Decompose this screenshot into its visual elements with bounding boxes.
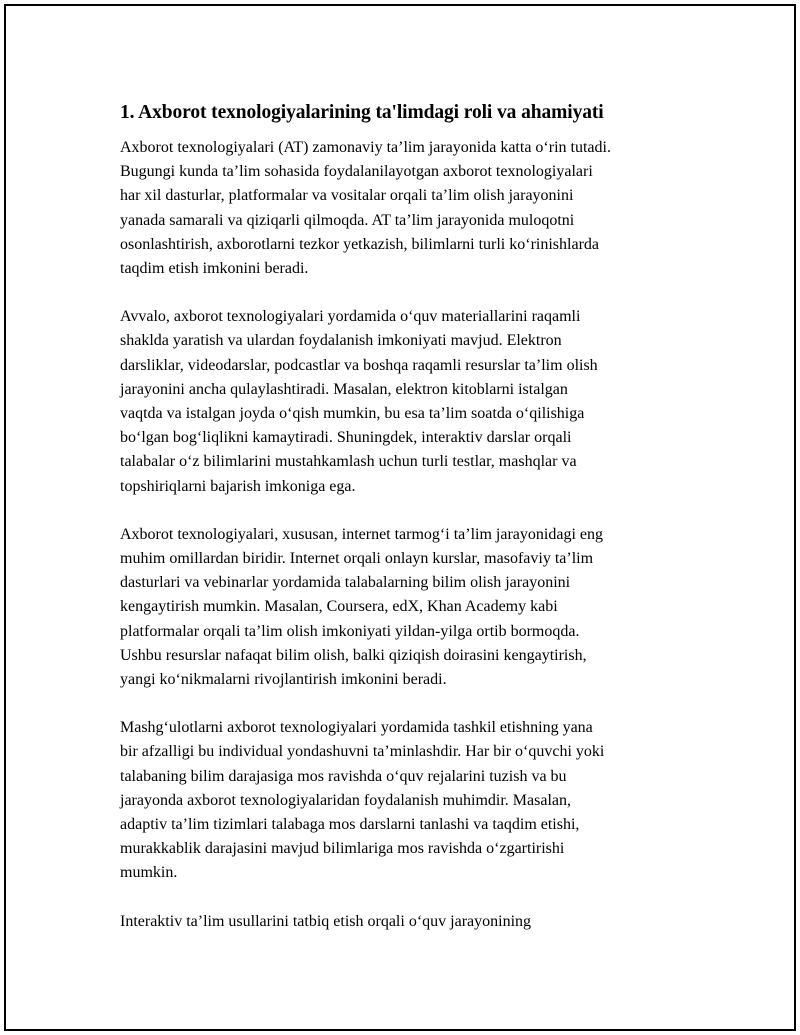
text-line: yanada samarali va qiziqarli qilmoqda. AT ta’lim jarayonida muloqotni bbox=[120, 211, 575, 229]
section-heading: 1. Axborot texnologiyalarining ta'limdagi roli va ahamiyati bbox=[120, 102, 604, 123]
text-line: Interaktiv ta’lim usullarini tatbiq etish orqali o‘quv jarayonining bbox=[120, 912, 532, 930]
text-line: Mashg‘ulotlarni axborot texnologiyalari yordamida tashkil etishning yana bbox=[120, 719, 593, 737]
paragraph-3 bbox=[120, 523, 700, 692]
text-line: Axborot texnologiyalari, xususan, internet tarmog‘i ta’lim jarayonidagi eng bbox=[120, 525, 603, 543]
text-line: Axborot texnologiyalari (AT) zamonaviy ta’lim jarayonida katta o‘rin tutadi. bbox=[120, 139, 611, 156]
text-line: bir afzalligi bu individual yondashuvni ta’minlashdir. Har bir o‘quvchi yoki bbox=[120, 743, 605, 761]
text-line: vaqtda va istalgan joyda o‘qish mumkin, bu esa ta’lim soatda o‘qilishiga bbox=[120, 405, 585, 423]
text-line: jarayonini ancha qulaylashtiradi. Masalan, elektron kitoblarni istalgan bbox=[120, 380, 568, 398]
page-frame bbox=[4, 4, 796, 1031]
text-line: bo‘lgan bog‘liqlikni kamaytiradi. Shuningdek, interaktiv darslar orqali bbox=[120, 429, 572, 447]
text-line: Ushbu resurslar nafaqat bilim olish, balki qiziqish doirasini kengaytirish, bbox=[120, 646, 587, 664]
text-line: dasturlari va vebinarlar yordamida talabalarning bilim olish jarayonini bbox=[120, 574, 571, 592]
text-line: Avvalo, axborot texnologiyalari yordamida o‘quv materiallarini raqamli bbox=[120, 308, 581, 326]
text-line: osonlashtirish, axborotlarni tezkor yetkazish, bilimlarni turli ko‘rinishlarda bbox=[120, 235, 599, 253]
text-line: har xil dasturlar, platformalar va vositalar orqali ta’lim olish jarayonini bbox=[120, 187, 574, 205]
paragraph-1 bbox=[120, 136, 700, 281]
text-line: Bugungi kunda ta’lim sohasida foydalanilayotgan axborot texnologiyalari bbox=[120, 163, 593, 181]
paragraph-4 bbox=[120, 716, 700, 885]
text-line: adaptiv ta’lim tizimlari talabaga mos darslarni tanlashi va taqdim etishi, bbox=[120, 816, 580, 834]
text-line: talabalar o‘z bilimlarini mustahkamlash uchun turli testlar, mashqlar va bbox=[120, 453, 577, 471]
text-line: platformalar orqali ta’lim olish imkoniyati yildan-yilga ortib bormoqda. bbox=[120, 622, 580, 640]
text-line: murakkablik darajasini mavjud bilimlariga mos ravishda o‘zgartirishi bbox=[120, 840, 565, 858]
text-line: kengaytirish mumkin. Masalan, Coursera, edX, Khan Academy kabi bbox=[120, 598, 558, 616]
paragraph-5 bbox=[120, 910, 700, 934]
text-line: yangi ko‘nikmalarni rivojlantirish imkonini beradi. bbox=[120, 671, 447, 689]
text-line: taqdim etish imkonini beradi. bbox=[120, 260, 309, 278]
text-line: topshiriqlarni bajarish imkoniga ega. bbox=[120, 477, 356, 495]
document-body bbox=[120, 100, 700, 958]
text-line: muhim omillardan biridir. Internet orqali onlayn kurslar, masofaviy ta’lim bbox=[120, 550, 594, 568]
text-line: jarayonda axborot texnologiyalaridan foydalanish muhimdir. Masalan, bbox=[120, 791, 571, 809]
text-line: mumkin. bbox=[120, 864, 178, 882]
text-line: darsliklar, videodarslar, podcastlar va boshqa raqamli resurslar ta’lim olish bbox=[120, 356, 598, 374]
text-line: talabaning bilim darajasiga mos ravishda o‘quv rejalarini tuzish va bu bbox=[120, 767, 567, 785]
text-line: shaklda yaratish va ulardan foydalanish imkoniyati mavjud. Elektron bbox=[120, 332, 562, 350]
paragraph-2 bbox=[120, 305, 700, 499]
